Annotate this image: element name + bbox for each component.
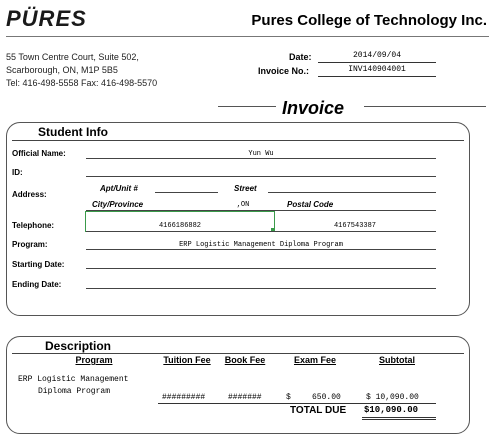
- invoice-title: Invoice: [282, 98, 345, 118]
- invoice-no-field[interactable]: INV140904001: [318, 65, 436, 77]
- postal-code-label: Postal Code: [287, 200, 334, 209]
- row-subtotal[interactable]: $ 10,090.00: [366, 393, 419, 402]
- total-due-label: TOTAL DUE: [290, 405, 347, 416]
- city-province-field[interactable]: ,ON: [236, 201, 250, 209]
- telephone-underline: [86, 231, 436, 232]
- official-name-label: Official Name:: [12, 149, 66, 158]
- address-label: Address:: [12, 190, 47, 199]
- header-program: Program: [75, 355, 113, 365]
- description-divider: [12, 353, 464, 354]
- program-underline: [86, 249, 436, 250]
- total-underline-1: [362, 417, 436, 418]
- total-underline-2: [362, 419, 436, 420]
- ending-date-label: Ending Date:: [12, 280, 62, 289]
- header-divider: [6, 36, 489, 37]
- invoice-rule-right: [364, 106, 486, 107]
- description-title: Description: [45, 339, 112, 353]
- header-exam-fee: Exam Fee: [293, 355, 337, 365]
- program-label: Program:: [12, 240, 48, 249]
- date-label: Date:: [289, 52, 312, 62]
- program-field[interactable]: ERP Logistic Management Diploma Program: [179, 241, 343, 249]
- row-book[interactable]: #######: [228, 393, 262, 402]
- student-info-title: Student Info: [38, 125, 108, 139]
- starting-date-label: Starting Date:: [12, 260, 65, 269]
- row-program-line-2: Diploma Program: [38, 387, 111, 396]
- address-line-2: Scarborough, ON, M1P 5B5: [6, 65, 118, 75]
- ending-date-field[interactable]: [86, 288, 436, 289]
- apt-label: Apt/Unit #: [100, 184, 138, 193]
- apt-field[interactable]: [155, 192, 218, 193]
- starting-date-field[interactable]: [86, 268, 436, 269]
- address-line-3: Tel: 416-498-5558 Fax: 416-498-5570: [6, 78, 158, 88]
- invoice-no-label: Invoice No.:: [258, 66, 310, 76]
- college-logo: PÜRES: [6, 6, 87, 31]
- row-tuition[interactable]: #########: [162, 393, 206, 402]
- id-field[interactable]: [86, 176, 436, 177]
- date-field[interactable]: 2014/09/04: [318, 51, 436, 63]
- header-tuition-fee: Tuition Fee: [163, 355, 211, 365]
- row-exam[interactable]: 650.00: [312, 393, 341, 402]
- street-label: Street: [234, 184, 257, 193]
- official-name-field[interactable]: Yun Wu: [248, 150, 274, 158]
- telephone-1-field[interactable]: 4166186882: [158, 222, 201, 230]
- header-book-fee: Book Fee: [224, 355, 266, 365]
- total-due-value: $10,090.00: [364, 405, 419, 415]
- city-label: City/Province: [92, 200, 144, 209]
- row-underline: [158, 403, 436, 404]
- id-label: ID:: [12, 168, 23, 177]
- header-subtotal: Subtotal: [379, 355, 415, 365]
- row-program-line-1: ERP Logistic Management: [18, 375, 129, 384]
- invoice-rule-left: [218, 106, 276, 107]
- college-name: Pures College of Technology Inc.: [251, 12, 487, 29]
- student-info-divider: [12, 140, 464, 141]
- street-field[interactable]: [268, 192, 436, 193]
- official-name-underline: [86, 158, 436, 159]
- address-line-1: 55 Town Centre Court, Suite 502,: [6, 52, 139, 62]
- row-exam-currency: $: [286, 393, 291, 402]
- telephone-label: Telephone:: [12, 221, 55, 230]
- telephone-2-field[interactable]: 4167543387: [333, 222, 376, 230]
